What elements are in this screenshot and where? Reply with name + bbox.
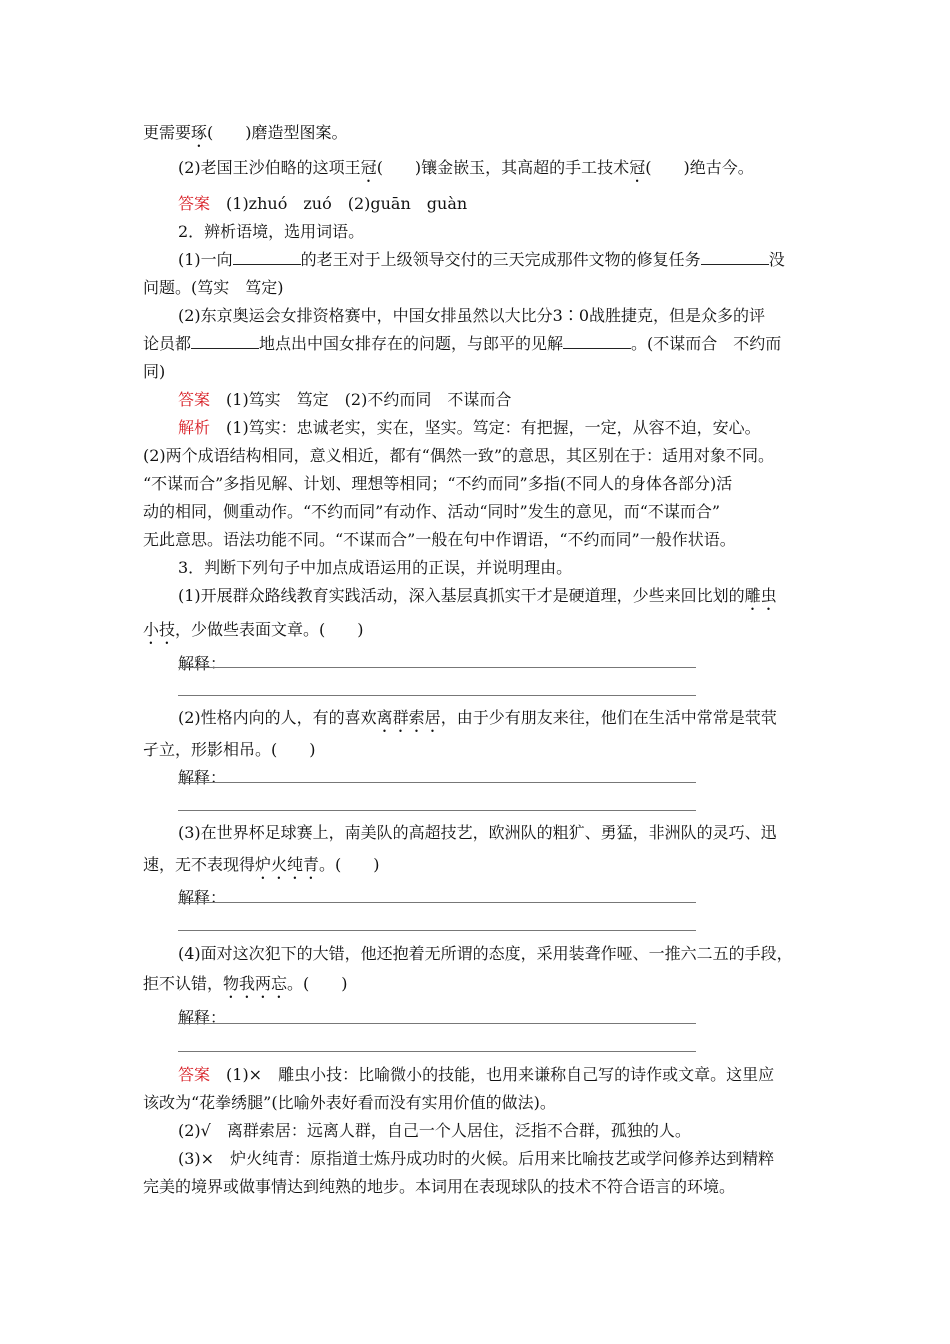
dotted-idiom: 物我两忘 <box>223 974 288 993</box>
explain-label: 解释： <box>178 654 227 673</box>
text-line: 该改为“花拳绣腿”(比喻外表好看而没有实用价值的做法)。 <box>143 1093 556 1112</box>
text: 论员都 <box>143 334 192 353</box>
text: (1)zhuó zuó (2)guān guàn <box>210 194 468 213</box>
text: 速，无不表现得 <box>143 855 256 874</box>
explain-label: 解释： <box>178 1008 227 1027</box>
question-heading: 3．判断下列句子中加点成语运用的正误，并说明理由。 <box>178 558 573 577</box>
fill-blank[interactable] <box>191 334 259 349</box>
text: 。( ) <box>287 974 348 993</box>
text-line: (2)√ 离群索居：远离人群，自己一个人居住，泛指不合群，孤独的人。 <box>178 1121 691 1140</box>
answer-line <box>178 194 467 214</box>
answer-line-blank[interactable] <box>178 1051 696 1052</box>
text-line <box>143 123 348 151</box>
answer-line-blank[interactable] <box>178 1023 696 1024</box>
dotted-char: 冠 <box>629 158 646 177</box>
text-line <box>143 855 380 883</box>
text: 。( ) <box>319 855 380 874</box>
text: ，由于少有朋友来往，他们在生活中常常是茕茕 <box>440 708 777 727</box>
text-line: (3)× 炉火纯青：原指道士炼丹成功时的火候。后用来比喻技艺或学问修养达到精粹 <box>178 1149 775 1168</box>
text-line: 孑立，形影相吊。( ) <box>143 740 316 759</box>
text-line: 同) <box>143 362 166 381</box>
text-line: 动的相同，侧重动作。“不约而同”有动作、活动“同时”发生的意见，而“不谋而合” <box>143 502 721 521</box>
text-line <box>143 334 781 354</box>
fill-blank[interactable] <box>563 334 631 349</box>
answer-line <box>178 390 511 410</box>
dotted-idiom: 炉火纯青 <box>255 855 320 874</box>
text: 没 <box>768 250 785 269</box>
dotted-idiom: 离群索居 <box>376 708 441 727</box>
text: (1)开展群众路线教育实践活动，深入基层真抓实干才是硬道理，少些来回比划的 <box>178 586 745 605</box>
text: 拒不认错， <box>143 974 224 993</box>
text: (1)× 雕虫小技：比喻微小的技能，也用来谦称自己写的诗作或文章。这里应 <box>210 1065 775 1084</box>
answer-label: 答案 <box>178 1065 211 1084</box>
fill-blank[interactable] <box>233 250 301 265</box>
text-line <box>143 620 364 648</box>
answer-line-blank[interactable] <box>178 695 696 696</box>
text: ( )磨造型图案。 <box>207 123 348 142</box>
text-line: 问题。(笃实 笃定) <box>143 278 284 297</box>
answer-label: 答案 <box>178 194 211 213</box>
answer-line-blank[interactable] <box>178 930 696 931</box>
text: 更需要 <box>143 123 192 142</box>
text: ( )镶金嵌玉，其高超的手工技术 <box>376 158 630 177</box>
text: ，少做些表面文章。( ) <box>175 620 364 639</box>
answer-label: 答案 <box>178 390 211 409</box>
analysis-label: 解析 <box>178 418 211 437</box>
answer-line <box>178 1065 774 1085</box>
dotted-idiom: 小技 <box>143 620 176 639</box>
text-line: 完美的境界或做事情达到纯熟的地步。本词用在表现球队的技术不符合语言的环境。 <box>143 1177 736 1196</box>
text-line: 无此意思。语法功能不同。“不谋而合”一般在句中作谓语，“不约而同”一般作状语。 <box>143 530 736 549</box>
analysis-line <box>178 418 761 438</box>
text-line <box>178 708 777 736</box>
explain-label: 解释： <box>178 888 227 907</box>
text-line: (2)两个成语结构相同，意义相近，都有“偶然一致”的意思，其区别在于：适用对象不同。 <box>143 446 775 465</box>
text: 的老王对于上级领导交付的三天完成那件文物的修复任务 <box>300 250 701 269</box>
dotted-char: 冠 <box>360 158 377 177</box>
answer-line-blank[interactable] <box>178 902 696 903</box>
explain-label: 解释： <box>178 768 227 787</box>
text-line <box>178 586 777 614</box>
answer-line-blank[interactable] <box>178 810 696 811</box>
answer-line-blank[interactable] <box>178 782 696 783</box>
text: (2)性格内向的人，有的喜欢 <box>178 708 377 727</box>
text: 地点出中国女排存在的问题，与郎平的见解 <box>259 334 564 353</box>
text-line <box>143 974 348 1002</box>
text-line: (2)东京奥运会女排资格赛中，中国女排虽然以大比分3∶0战胜捷克，但是众多的评 <box>178 306 766 325</box>
text-line: “不谋而合”多指见解、计划、理想等相同；“不约而同”多指(不同人的身体各部分)活 <box>143 474 733 493</box>
text-line: (3)在世界杯足球赛上，南美队的高超技艺，欧洲队的粗犷、勇猛，非洲队的灵巧、迅 <box>178 823 777 842</box>
text-line <box>178 250 785 270</box>
text: (2)老国王沙伯略的这项王 <box>178 158 361 177</box>
text: ( )绝古今。 <box>645 158 754 177</box>
text-line: (4)面对这次犯下的大错，他还抱着无所谓的态度，采用装聋作哑、一推六二五的手段， <box>178 944 793 963</box>
question-heading: 2．辨析语境，选用词语。 <box>178 222 365 241</box>
text: 。(不谋而合 不约而 <box>631 334 782 353</box>
text: (1)笃实：忠诚老实，实在，坚实。笃定：有把握，一定，从容不迫，安心。 <box>210 418 761 437</box>
text-line <box>178 158 754 186</box>
dotted-char: 琢 <box>191 123 208 142</box>
fill-blank[interactable] <box>701 250 769 265</box>
text: (1)笃实 笃定 (2)不约而同 不谋而合 <box>210 390 512 409</box>
answer-line-blank[interactable] <box>178 667 696 668</box>
dotted-idiom: 雕虫 <box>744 586 777 605</box>
text: (1)一向 <box>178 250 233 269</box>
